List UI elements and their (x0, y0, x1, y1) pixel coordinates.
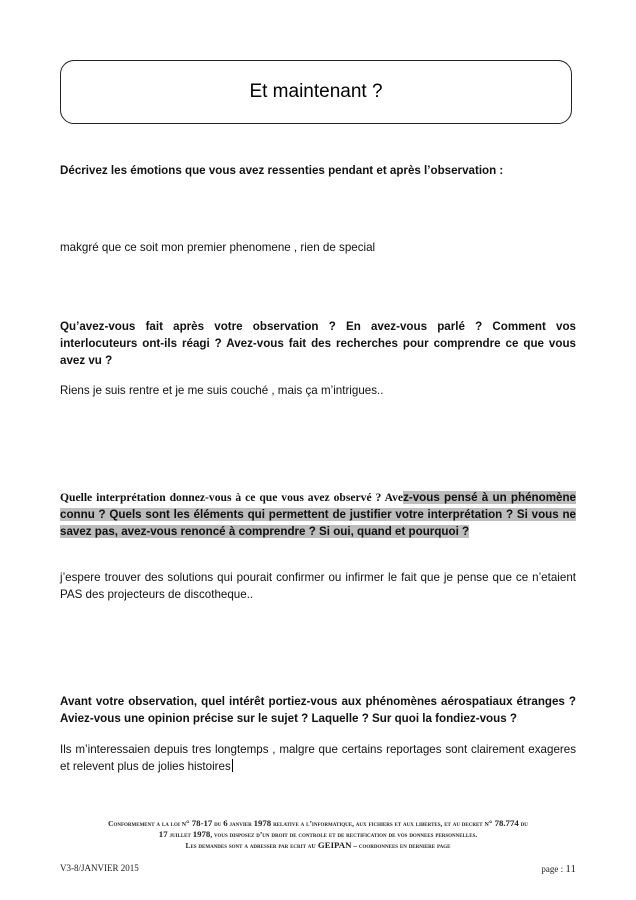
page-number: 11 (565, 863, 576, 875)
footer-line-3: Les demandes sont a adresser par ecrit au GEIPAN – coordonnees en derniere page (185, 840, 451, 850)
answer-prior-interest-text: Ils m’interessaien depuis tres longtemps , malgre que certains reportages sont clairement exageres et relevent plus de jolies histoires (60, 743, 576, 773)
question-prior-interest: Avant votre observation, quel intérêt portiez-vous aux phénomènes aérospatiaux étranges ? Aviez-vous une opinion précise sur le sujet ? Laquelle ? Sur quoi la fondiez-vous ? (60, 695, 576, 725)
version-label: V3-8/JANVIER 2015 (60, 863, 139, 873)
footer-line-1: Conformement a la loi n° 78-17 du 6 janvier 1978 relative a l’informatique, aux fichiers et aux libertes, et au decret n° 78.774 du (108, 818, 528, 828)
text-cursor (232, 759, 233, 772)
answer-interpretation: j’espere trouver des solutions qui pourait confirmer ou infirmer le fait que je pense que ce n’etaient PAS des projecteurs de discotheque.. (60, 571, 576, 601)
page-title: Et maintenant ? (249, 81, 383, 102)
page-indicator (541, 863, 576, 875)
question-interpretation (60, 489, 576, 540)
footer-line-2: 17 juillet 1978, vous disposez d’un droit de controle et de rectification de vos donnees personnelles. (158, 829, 478, 839)
title-box (60, 60, 572, 124)
page-label: page : (541, 864, 564, 874)
answer-emotions: makgré que ce soit mon premier phenomene , rien de special (60, 241, 376, 254)
question-interpretation-part1: Quelle interprétation donnez-vous à ce que vous avez observé ? Ave (60, 491, 404, 504)
answer-after-observation: Riens je suis rentre et je me suis couché , mais ça m’intrigues.. (60, 384, 384, 397)
question-interpretation-part2: z-vous pensé à un phénomène connu ? Quels sont les éléments qui permettent de justifier votre interprétation ? Si vous ne savez pas, avez-vous renoncé à comprendre ? Si oui, quand et pourquoi ? (60, 491, 576, 538)
answer-prior-interest (60, 741, 576, 775)
legal-footer (60, 818, 576, 851)
question-after-observation: Qu’avez-vous fait après votre observation ? En avez-vous parlé ? Comment vos interlocuteurs ont-ils réagi ? Avez-vous fait des recherches pour comprendre ce que vous avez vu ? (60, 320, 576, 367)
question-emotions: Décrivez les émotions que vous avez ressenties pendant et après l’observation : (60, 164, 504, 177)
